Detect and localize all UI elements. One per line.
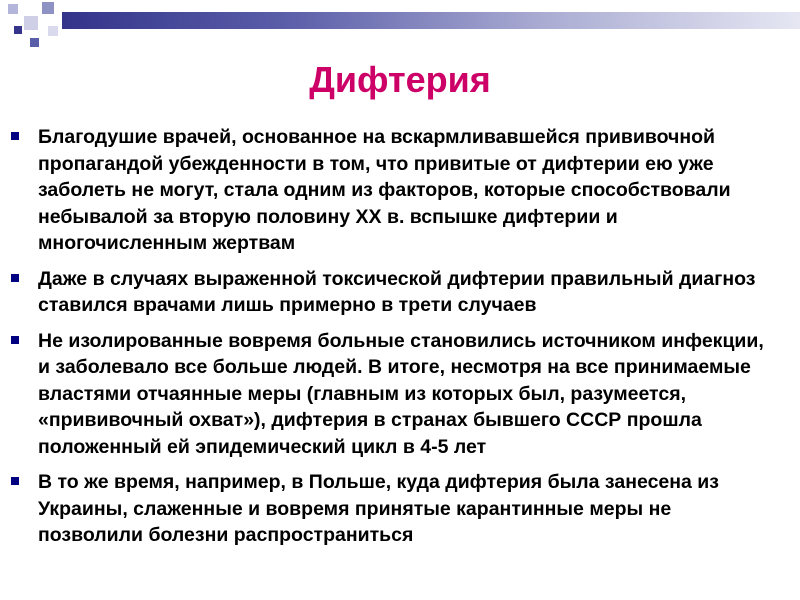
bullet-text: Даже в случаях выраженной токсической дифтерии правильный диагноз ставился врачами лишь примерно в трети случаев — [38, 267, 756, 316]
decorative-square — [30, 38, 39, 47]
square-bullet-icon — [11, 336, 19, 344]
decorative-square — [14, 26, 22, 34]
bullet-item — [0, 266, 800, 319]
bullet-list — [0, 124, 800, 558]
bullet-text: Не изолированные вовремя больные становились источником инфекции, и заболевало все больше людей. В итоге, несмотря на все принимаемые властями отчаянные меры (главным из которых был, разумеется, «прививочный охват»), дифтерия в странах бывшего СССР прошла положенный ей эпидемический цикл в 4-5 лет — [38, 329, 764, 458]
bullet-item — [0, 328, 800, 461]
square-bullet-icon — [11, 132, 19, 140]
square-bullet-icon — [11, 274, 19, 282]
bullet-text: В то же время, например, в Польше, куда дифтерия была занесена из Украины, слаженные и вовремя принятые карантинные меры не позволили болезни распространиться — [38, 471, 719, 546]
bullet-text: Благодушие врачей, основанное на вскармливавшейся прививочной пропагандой убежденности в том, что привитые от дифтерии ею уже заболеть не могут, стала одним из факторов, которые способствовали небывалой за вторую половину XX в. вспышке дифтерии и многочисленным жертвам — [38, 126, 731, 254]
square-bullet-icon — [11, 477, 19, 485]
bullet-item — [0, 124, 800, 257]
slide-title: Дифтерия — [309, 59, 491, 100]
decorative-square — [8, 4, 18, 14]
decorative-square — [42, 2, 54, 14]
bullet-item — [0, 469, 800, 549]
decorative-squares — [0, 0, 70, 50]
decorative-square — [48, 26, 58, 36]
decorative-banner-bar — [62, 12, 800, 29]
decorative-square — [24, 16, 38, 30]
